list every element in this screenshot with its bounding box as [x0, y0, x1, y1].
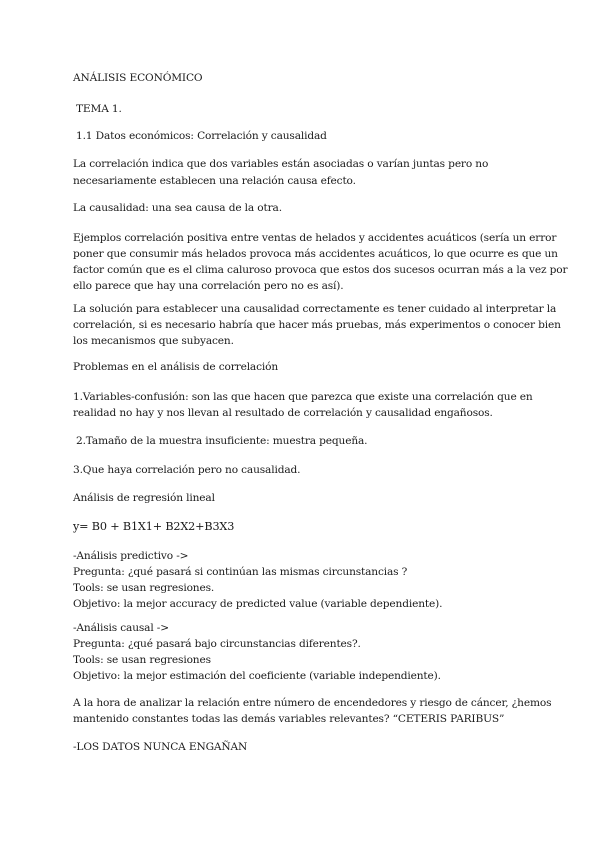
problems-heading: Problemas en el análisis de correlación — [73, 361, 279, 373]
tema-heading: TEMA 1. — [76, 103, 122, 115]
document-title: ANÁLISIS ECONÓMICO — [73, 72, 203, 84]
section-heading: 1.1 Datos económicos: Correlación y causalidad — [76, 130, 327, 142]
paragraph-solution-line-1: La solución para establecer una causalidad correctamente es tener cuidado al interpretar la — [73, 303, 557, 315]
causal-question: Pregunta: ¿qué pasará bajo circunstancias diferentes?. — [73, 638, 361, 650]
causal-tools: Tools: se usan regresiones — [73, 654, 211, 666]
paragraph-example-line-2: poner que consumir más helados provoca más accidentes acuáticos, lo que ocurre es que un — [73, 248, 558, 260]
paragraph-example-line-1: Ejemplos correlación positiva entre ventas de helados y accidentes acuáticos (sería un error — [73, 232, 557, 244]
paragraph-causality: La causalidad: una sea causa de la otra. — [73, 202, 282, 214]
causal-heading: -Análisis causal -> — [73, 622, 169, 634]
paragraph-correlation-line-1: La correlación indica que dos variables están asociadas o varían juntas pero no — [73, 158, 489, 170]
problem-3: 3.Que haya correlación pero no causalidad. — [73, 464, 301, 476]
closing-statement: -LOS DATOS NUNCA ENGAÑAN — [73, 741, 248, 753]
paragraph-example-line-3: factor común que es el clima caluroso provoca que estos dos sucesos ocurran más a la vez por — [73, 264, 568, 276]
problem-2: 2.Tamaño de la muestra insuficiente: muestra pequeña. — [76, 435, 368, 447]
final-paragraph-line-1: A la hora de analizar la relación entre número de encendedores y riesgo de cáncer, ¿hemos — [73, 697, 552, 709]
causal-objective: Objetivo: la mejor estimación del coeficiente (variable independiente). — [73, 670, 441, 682]
paragraph-example-line-4: ello parece que hay una correlación pero no es así). — [73, 280, 344, 292]
paragraph-correlation-line-2: necesariamente establecen una relación causa efecto. — [73, 175, 356, 187]
predictive-question: Pregunta: ¿qué pasará si continúan las mismas circunstancias ? — [73, 566, 408, 578]
regression-heading: Análisis de regresión lineal — [73, 492, 215, 504]
paragraph-solution-line-3: los mecanismos que subyacen. — [73, 335, 234, 347]
predictive-heading: -Análisis predictivo -> — [73, 550, 189, 562]
problem-1-line-2: realidad no hay y nos llevan al resultado de correlación y causalidad engañosos. — [73, 407, 493, 419]
paragraph-solution-line-2: correlación, si es necesario habría que hacer más pruebas, más experimentos o conocer bien — [73, 319, 561, 331]
problem-1-line-1: 1.Variables-confusión: son las que hacen que parezca que existe una correlación que en — [73, 391, 533, 403]
final-paragraph-line-2: mantenido constantes todas las demás variables relevantes? “CETERIS PARIBUS” — [73, 713, 505, 725]
regression-formula: y= B0 + B1X1+ B2X2+B3X3 — [73, 520, 235, 533]
predictive-tools: Tools: se usan regresiones. — [73, 582, 215, 594]
predictive-objective: Objetivo: la mejor accuracy de predicted value (variable dependiente). — [73, 598, 443, 610]
